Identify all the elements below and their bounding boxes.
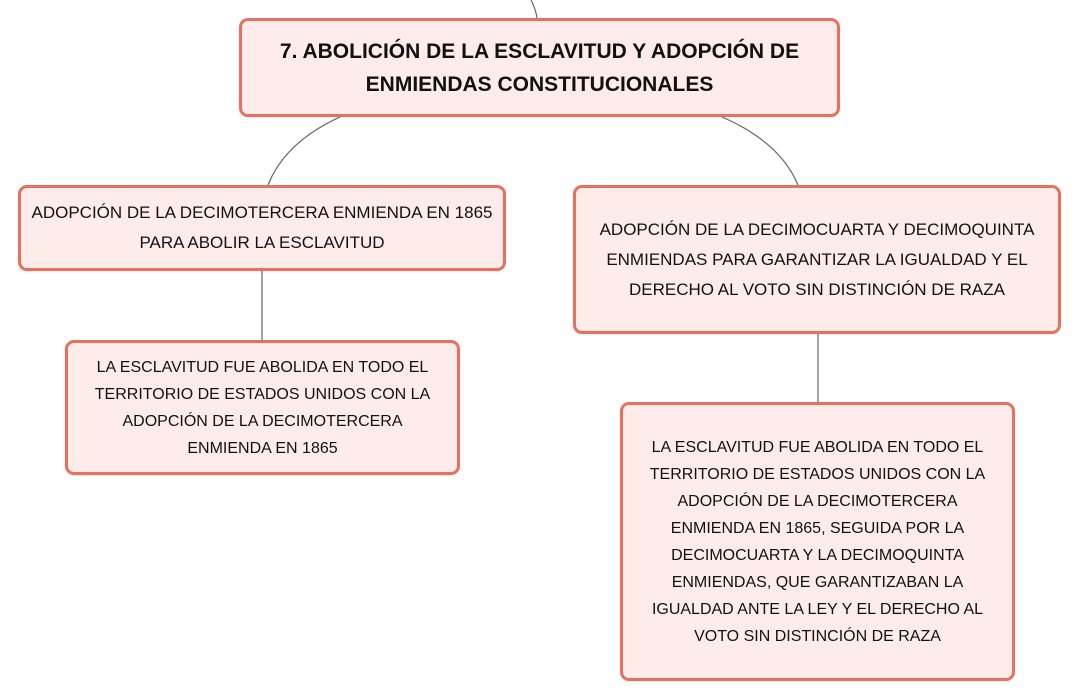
branch-node-13th-amendment[interactable] bbox=[18, 185, 506, 271]
root-topic-text: 7. ABOLICIÓN DE LA ESCLAVITUD Y ADOPCIÓN DE ENMIENDAS CONSTITUCIONALES bbox=[279, 39, 800, 96]
branch-node-text: ADOPCIÓN DE LA DECIMOCUARTA Y DECIMOQUINTA ENMIENDAS PARA GARANTIZAR LA IGUALDAD Y EL DERECHO AL VOTO SIN DISTINCIÓN DE RAZA bbox=[599, 219, 1035, 299]
branch-node-14th-15th-amendments[interactable] bbox=[573, 185, 1061, 334]
connector-parent-to-root bbox=[531, 0, 537, 18]
root-topic-node[interactable] bbox=[239, 18, 840, 117]
detail-node-text: LA ESCLAVITUD FUE ABOLIDA EN TODO EL TERRITORIO DE ESTADOS UNIDOS CON LA ADOPCIÓN DE LA DECIMOTERCERA ENMIENDA EN 1865 bbox=[94, 358, 431, 457]
detail-node-13th-amendment[interactable] bbox=[65, 340, 460, 475]
detail-node-14th-15th-amendments[interactable] bbox=[620, 402, 1015, 681]
branch-node-text: ADOPCIÓN DE LA DECIMOTERCERA ENMIENDA EN 1865 PARA ABOLIR LA ESCLAVITUD bbox=[31, 203, 493, 252]
connector-root-to-left-branch bbox=[268, 117, 340, 185]
detail-node-text: LA ESCLAVITUD FUE ABOLIDA EN TODO EL TERRITORIO DE ESTADOS UNIDOS CON LA ADOPCIÓN DE LA DECIMOTERCERA ENMIENDA EN 1865, SEGUIDA POR LA DECIMOCUARTA Y LA DECIMOQUINTA ENMIENDAS, QUE GARANTIZABAN LA IGUALDAD ANTE LA LEY Y EL DERECHO AL VOTO SIN DISTINCIÓN DE RAZA bbox=[649, 438, 986, 645]
connector-root-to-right-branch bbox=[722, 117, 798, 185]
